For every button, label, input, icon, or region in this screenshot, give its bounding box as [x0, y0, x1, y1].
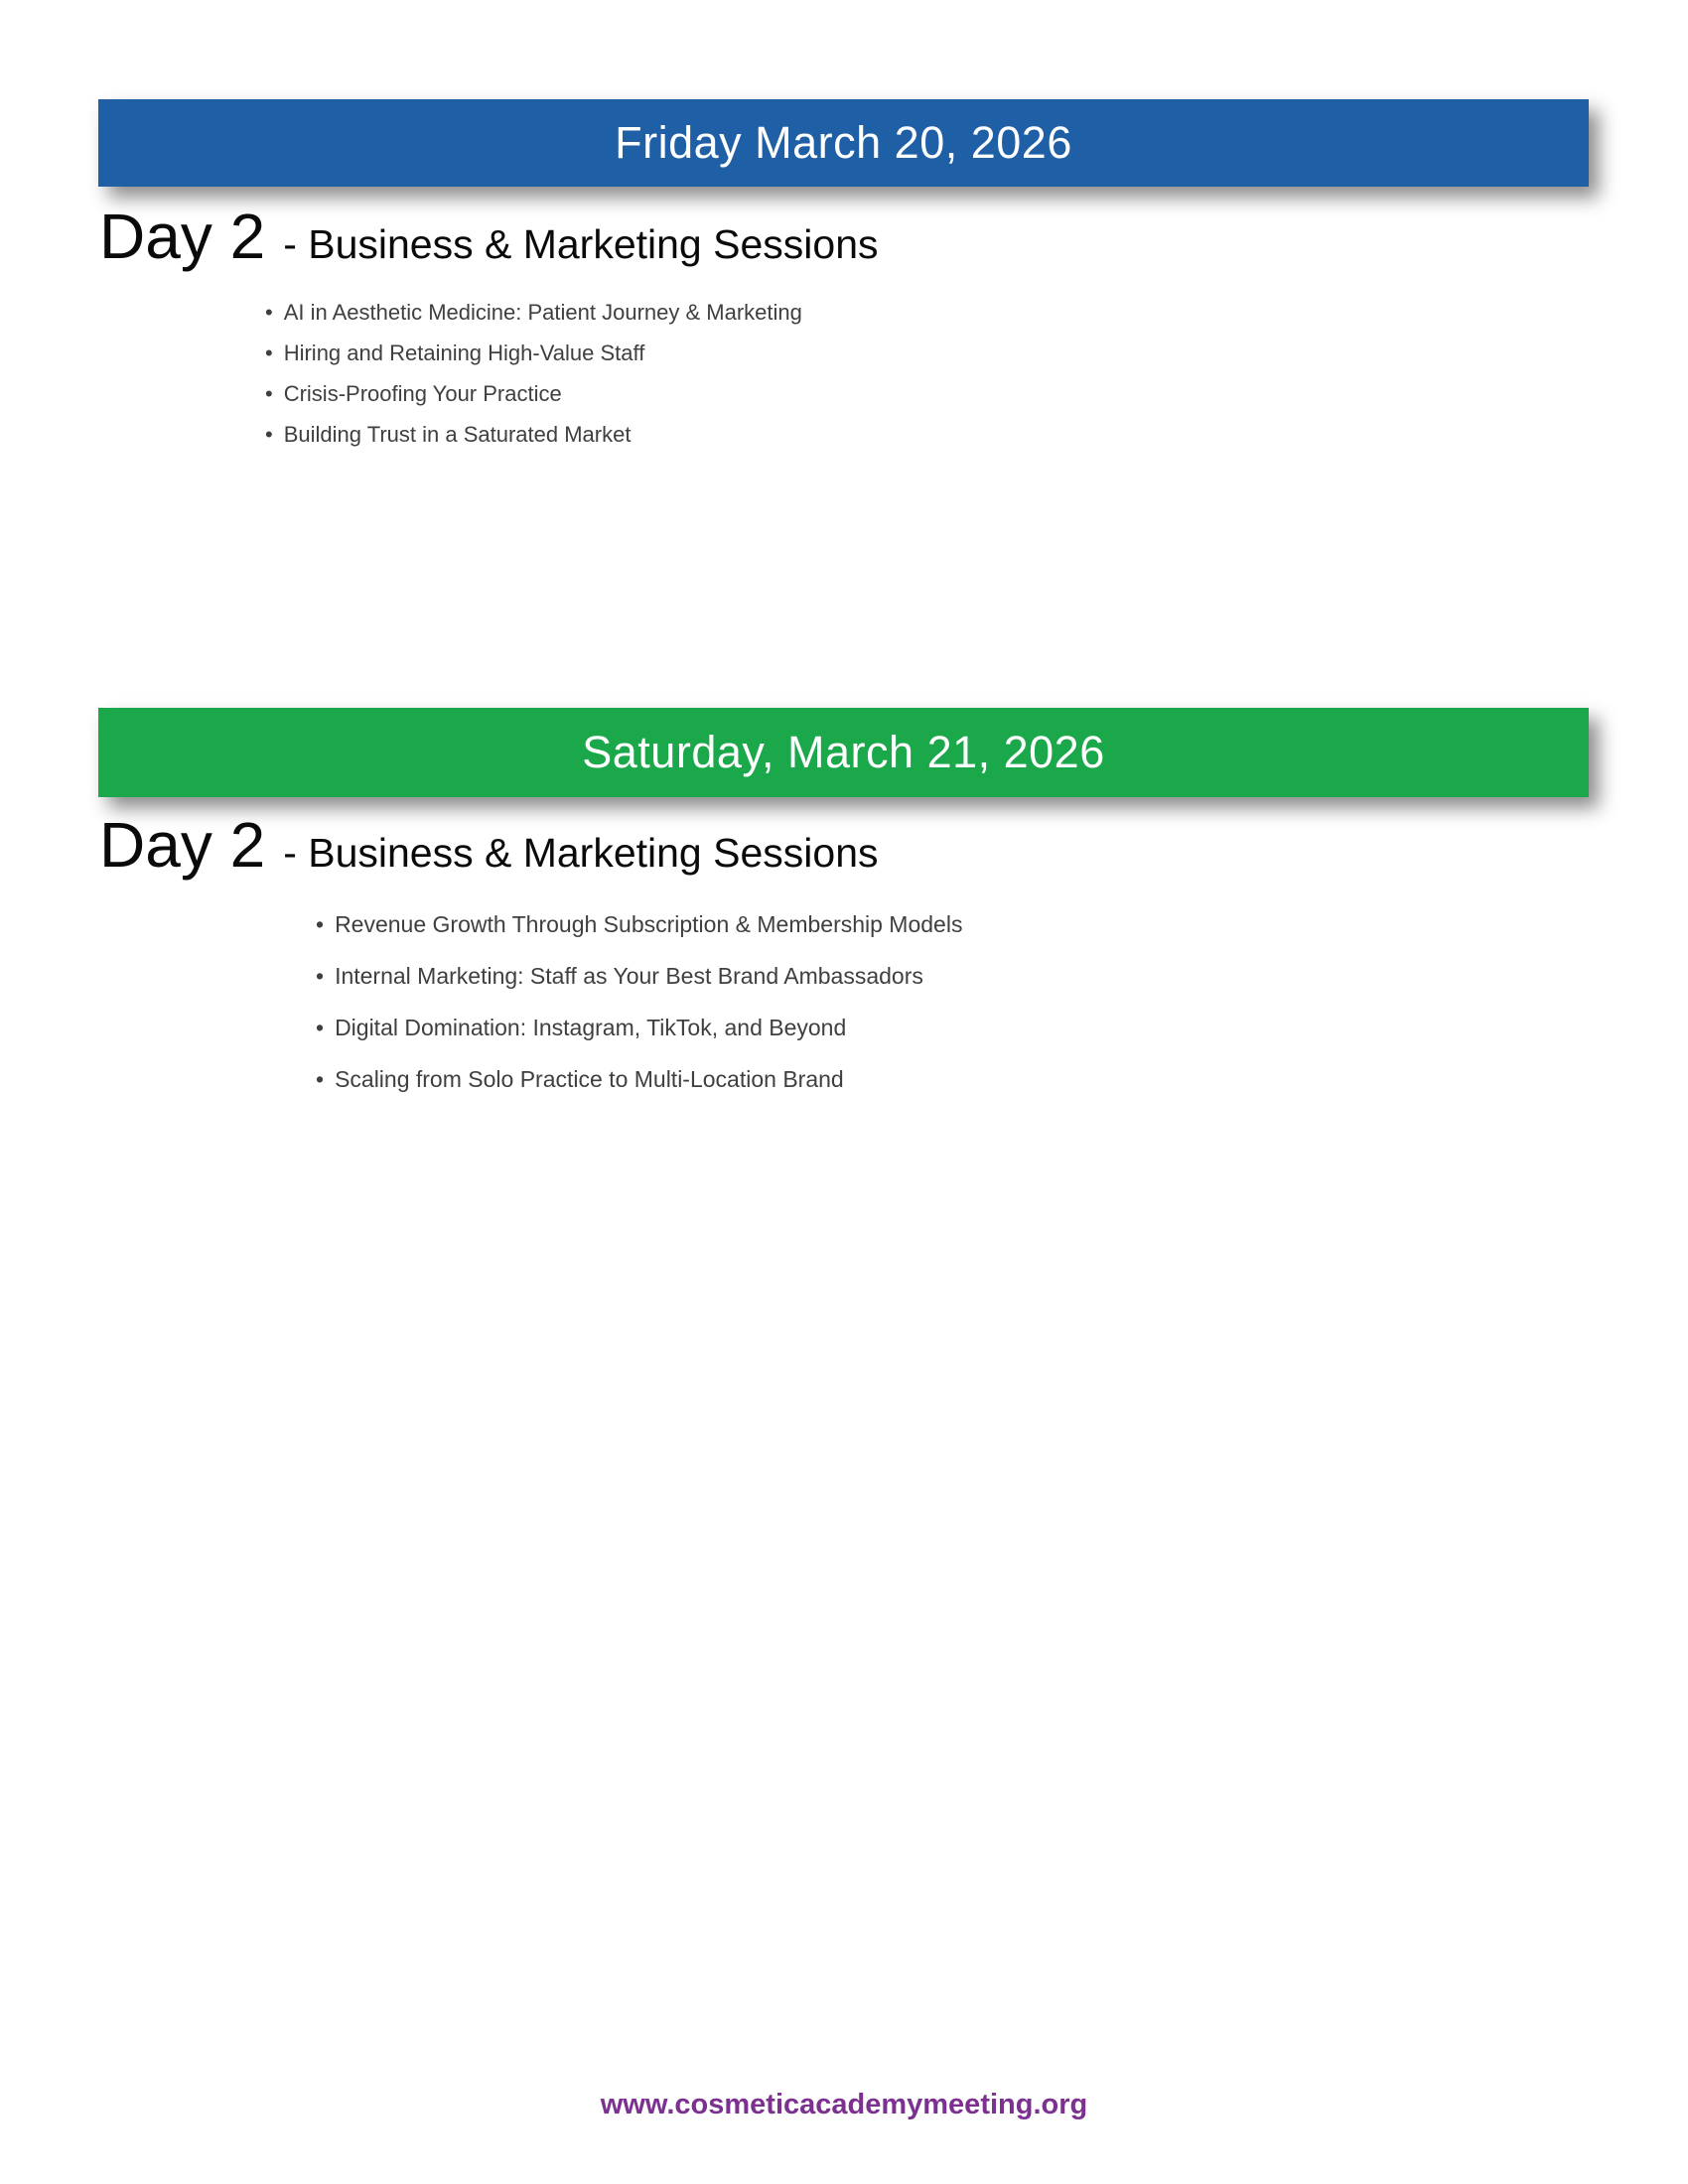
footer [0, 2089, 1688, 2121]
session-title: Building Trust in a Saturated Market [283, 422, 632, 447]
saturday-date-banner [98, 708, 1589, 797]
session-item [316, 1002, 962, 1053]
bullet-icon: • [265, 300, 273, 325]
session-item [316, 950, 962, 1002]
session-item [265, 333, 802, 373]
bullet-icon: • [265, 422, 273, 447]
banner-title: Saturday, March 21, 2026 [582, 727, 1105, 777]
friday-date-banner [98, 99, 1589, 187]
session-title: Digital Domination: Instagram, TikTok, and Beyond [335, 1015, 847, 1040]
day-heading [99, 809, 879, 881]
session-title: Internal Marketing: Staff as Your Best Brand Ambassadors [335, 963, 923, 989]
website-url[interactable]: www.cosmeticacademymeeting.org [600, 2089, 1088, 2120]
session-list [265, 292, 802, 455]
session-title: Hiring and Retaining High-Value Staff [283, 341, 645, 365]
session-title: Crisis-Proofing Your Practice [283, 381, 562, 406]
day-label: Day 2 [99, 809, 266, 881]
banner-title: Friday March 20, 2026 [615, 117, 1072, 168]
day-label: Day 2 [99, 201, 266, 272]
bullet-icon: • [265, 381, 273, 406]
day-heading [99, 201, 879, 272]
bullet-icon: • [316, 963, 325, 989]
session-item [316, 1053, 962, 1105]
session-item [265, 414, 802, 455]
session-item [316, 898, 962, 950]
session-list [316, 898, 962, 1105]
session-title: Revenue Growth Through Subscription & Membership Models [335, 911, 963, 937]
bullet-icon: • [316, 911, 325, 937]
bullet-icon: • [316, 1015, 325, 1040]
bullet-icon: • [265, 341, 273, 365]
session-title: Scaling from Solo Practice to Multi-Location Brand [335, 1066, 844, 1092]
day-subtitle: - Business & Marketing Sessions [283, 221, 879, 267]
session-item [265, 373, 802, 414]
session-title: AI in Aesthetic Medicine: Patient Journey & Marketing [283, 300, 802, 325]
day-subtitle: - Business & Marketing Sessions [283, 830, 879, 876]
session-item [265, 292, 802, 333]
bullet-icon: • [316, 1066, 325, 1092]
